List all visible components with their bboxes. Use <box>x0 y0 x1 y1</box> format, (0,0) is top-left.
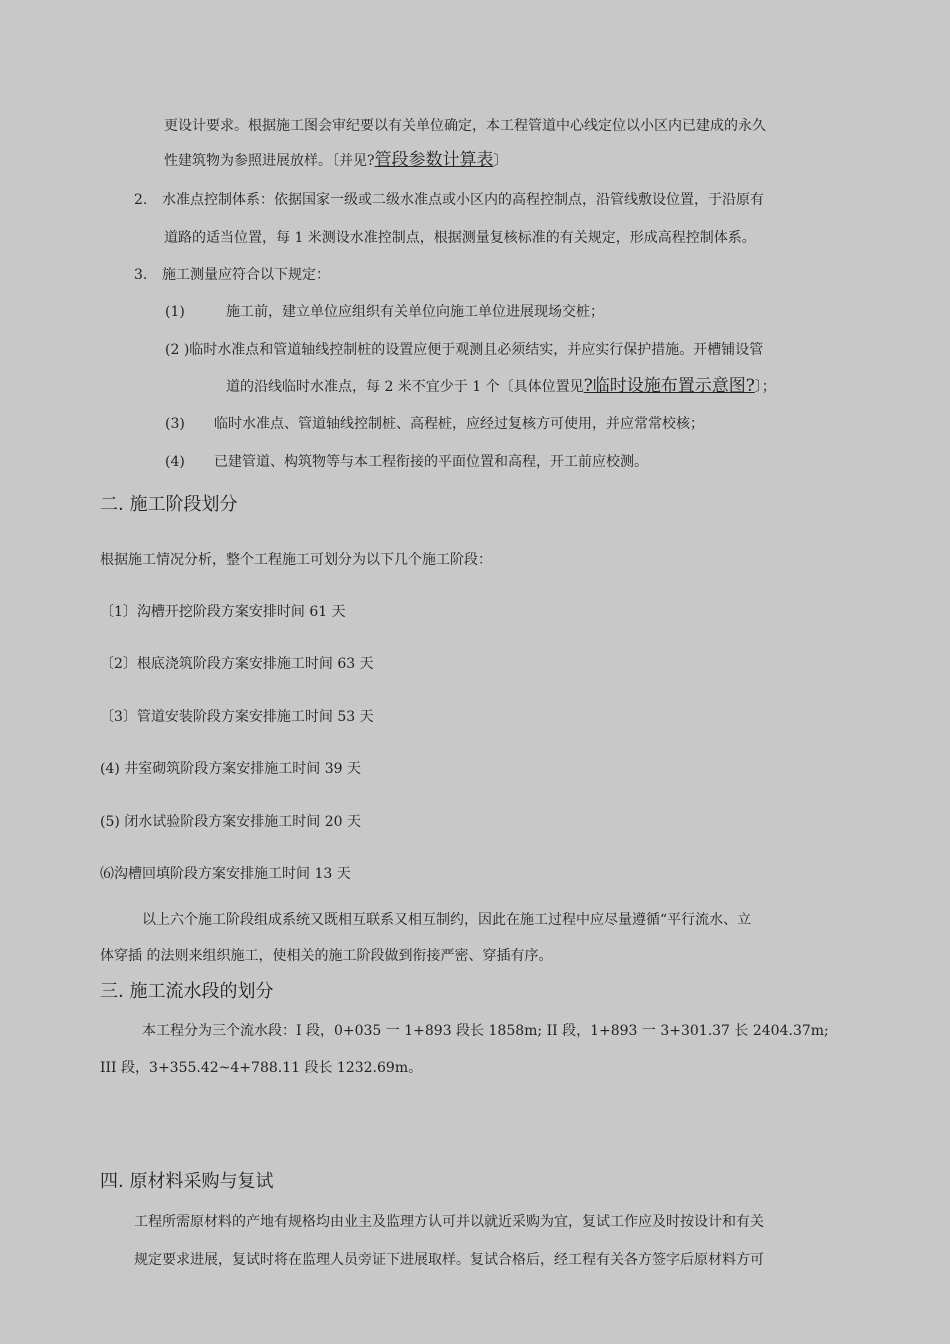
text-span: 性建筑物为参照进展放样。〔并见? <box>164 153 375 169</box>
paragraph-line: 本工程分为三个流水段：I 段，0+035 一 1+893 段长 1858m; II 段，1+893 一 3+301.37 长 2404.37m; <box>142 1023 829 1039</box>
paragraph-line: 规定要求进展，复试时将在监理人员旁证下进展取样。复试合格后，经工程有关各方签字后原材料方可 <box>134 1252 764 1268</box>
text-span: 道的沿线临时水准点，每 2 米不宜少于 1 个〔具体位置见 <box>226 379 584 395</box>
phase-item: 〔1〕沟槽开挖阶段方案安排时间 61 天 <box>100 604 346 620</box>
list-item-number: 3. <box>134 267 148 283</box>
paragraph-line: 道路的适当位置，每 1 米测设水准控制点，根据测量复核标准的有关规定，形成高程控制体系。 <box>164 230 756 246</box>
paragraph-line: 以上六个施工阶段组成系统又既相互联系又相互制约，因此在施工过程中应尽量遵循“平行流水、立 <box>142 912 752 928</box>
paragraph-line: 体穿插 的法则来组织施工，使相关的施工阶段做到衔接严密、穿插有序。 <box>100 948 553 964</box>
paragraph-line: III 段，3+355.42~4+788.11 段长 1232.69m。 <box>100 1060 423 1076</box>
diagram-reference-link[interactable]: ?临时设施布置示意图? <box>583 376 755 396</box>
phase-item: (4) 井室砌筑阶段方案安排施工时间 39 天 <box>100 761 361 777</box>
paragraph-line: 更设计要求。根据施工图会审纪要以有关单位确定，本工程管道中心线定位以小区内已建成的永久 <box>164 118 766 134</box>
sub-item-number: (1) <box>165 304 185 320</box>
paragraph-line <box>164 150 508 171</box>
paragraph-line: 水准点控制体系：依据国家一级或二级水准点或小区内的高程控制点，沿管线敷设位置，于沿原有 <box>162 192 764 208</box>
section-heading: 四. 原材料采购与复试 <box>100 1171 274 1192</box>
section-heading: 三. 施工流水段的划分 <box>100 981 274 1002</box>
paragraph-line: 施工测量应符合以下规定： <box>162 267 330 283</box>
phase-item: ⑹沟槽回填阶段方案安排施工时间 13 天 <box>100 866 351 882</box>
sub-item-text: 施工前，建立单位应组织有关单位向施工单位进展现场交桩； <box>226 304 604 320</box>
sub-item-text <box>226 376 776 397</box>
sub-item-number: (3) <box>165 416 185 432</box>
text-span: 〕； <box>754 379 776 395</box>
list-item-number: 2. <box>134 192 148 208</box>
text-span: 〕 <box>493 153 508 169</box>
sub-item-number: (4) <box>165 454 185 470</box>
table-reference-link[interactable]: 管段参数计算表 <box>374 150 494 170</box>
section-heading: 二. 施工阶段划分 <box>100 494 238 515</box>
sub-item-text: 临时水准点、管道轴线控制桩、高程桩，应经过复核方可使用，并应常常校核； <box>214 416 704 432</box>
phase-item: 〔2〕根底浇筑阶段方案安排施工时间 63 天 <box>100 656 374 672</box>
sub-item-text: (2 )临时水准点和管道轴线控制桩的设置应便于观测且必须结实，并应实行保护措施。开槽铺设管 <box>165 342 764 358</box>
phase-item: 〔3〕管道安装阶段方案安排施工时间 53 天 <box>100 709 374 725</box>
sub-item-text: 已建管道、构筑物等与本工程衔接的平面位置和高程，开工前应校测。 <box>214 454 648 470</box>
paragraph-line: 工程所需原材料的产地有规格均由业主及监理方认可并以就近采购为宜，复试工作应及时按设计和有关 <box>134 1214 764 1230</box>
phase-item: (5) 闭水试验阶段方案安排施工时间 20 天 <box>100 814 361 830</box>
paragraph-line: 根据施工情况分析，整个工程施工可划分为以下几个施工阶段： <box>100 552 492 568</box>
